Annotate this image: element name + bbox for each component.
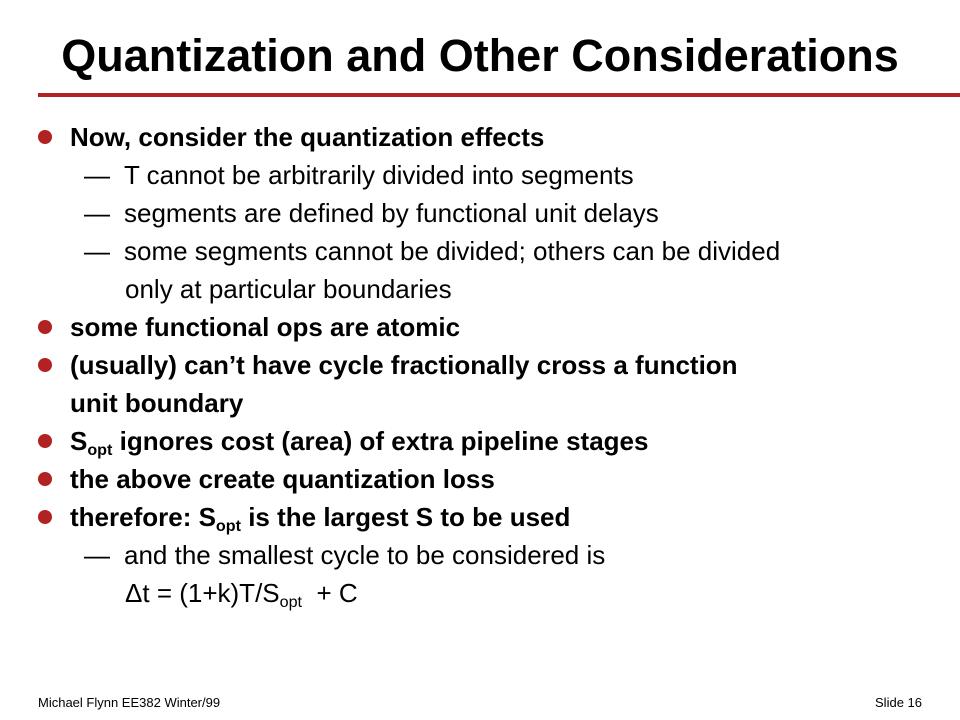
sub-item: [38, 232, 938, 270]
bullet-dot-icon: [38, 434, 52, 448]
bullet-text: the above create quantization loss: [70, 464, 495, 494]
bullet-text: (usually) can’t have cycle fractionally cross a function: [70, 350, 738, 380]
sub-item: [38, 536, 938, 574]
bullet-item: [38, 118, 938, 156]
dash-icon: —: [84, 540, 110, 570]
bullet-text: Now, consider the quantization effects: [70, 122, 545, 152]
sub-item-text: segments are defined by functional unit delays: [124, 198, 659, 228]
formula-line: [38, 574, 938, 612]
bullet-text: [70, 498, 570, 536]
bullet-text: [70, 422, 648, 460]
dash-icon: —: [84, 198, 110, 228]
sub-item: [38, 156, 938, 194]
bullet-text: unit boundary: [70, 388, 244, 418]
subscript-opt: opt: [215, 517, 241, 535]
dash-icon: —: [84, 160, 110, 190]
dash-icon: —: [84, 236, 110, 266]
bullet-dot-icon: [38, 130, 52, 144]
bullet-dot-icon: [38, 472, 52, 486]
bullet-dot-icon: [38, 320, 52, 334]
bullet-text-rest: is the largest S to be used: [240, 502, 571, 532]
bullet-dot-icon: [38, 358, 52, 372]
sub-item-continuation: [38, 270, 938, 308]
formula: [125, 574, 358, 612]
sub-item-text: only at particular boundaries: [125, 274, 452, 304]
bullet-item: [38, 422, 938, 460]
bullet-item: [38, 308, 938, 346]
sub-item-text: and the smallest cycle to be considered is: [124, 540, 606, 570]
slide-body: [38, 118, 938, 612]
bullet-item: [38, 460, 938, 498]
formula-rest: + C: [302, 578, 358, 608]
sub-item: [38, 194, 938, 232]
bullet-item: [38, 346, 938, 384]
subscript-opt: opt: [87, 441, 113, 459]
bullet-text: some functional ops are atomic: [70, 312, 461, 342]
title-underline: [38, 93, 960, 97]
slide-title: Quantization and Other Considerations: [61, 30, 899, 81]
subscript-opt: opt: [279, 593, 303, 611]
sub-item-text: T cannot be arbitrarily divided into segments: [124, 160, 634, 190]
sub-item-text: some segments cannot be divided; others can be divided: [124, 236, 781, 266]
bullet-continuation: [38, 384, 938, 422]
bullet-text-rest: ignores cost (area) of extra pipeline stages: [112, 426, 649, 456]
bullet-item: [38, 498, 938, 536]
s-symbol: S: [70, 426, 88, 456]
bullet-dot-icon: [38, 510, 52, 524]
bullet-text-prefix: therefore: S: [70, 502, 216, 532]
formula-prefix: Δt = (1+k)T/S: [125, 578, 280, 608]
footer-author: Michael Flynn EE382 Winter/99: [38, 695, 221, 710]
footer-slide-number: Slide 16: [875, 695, 922, 710]
